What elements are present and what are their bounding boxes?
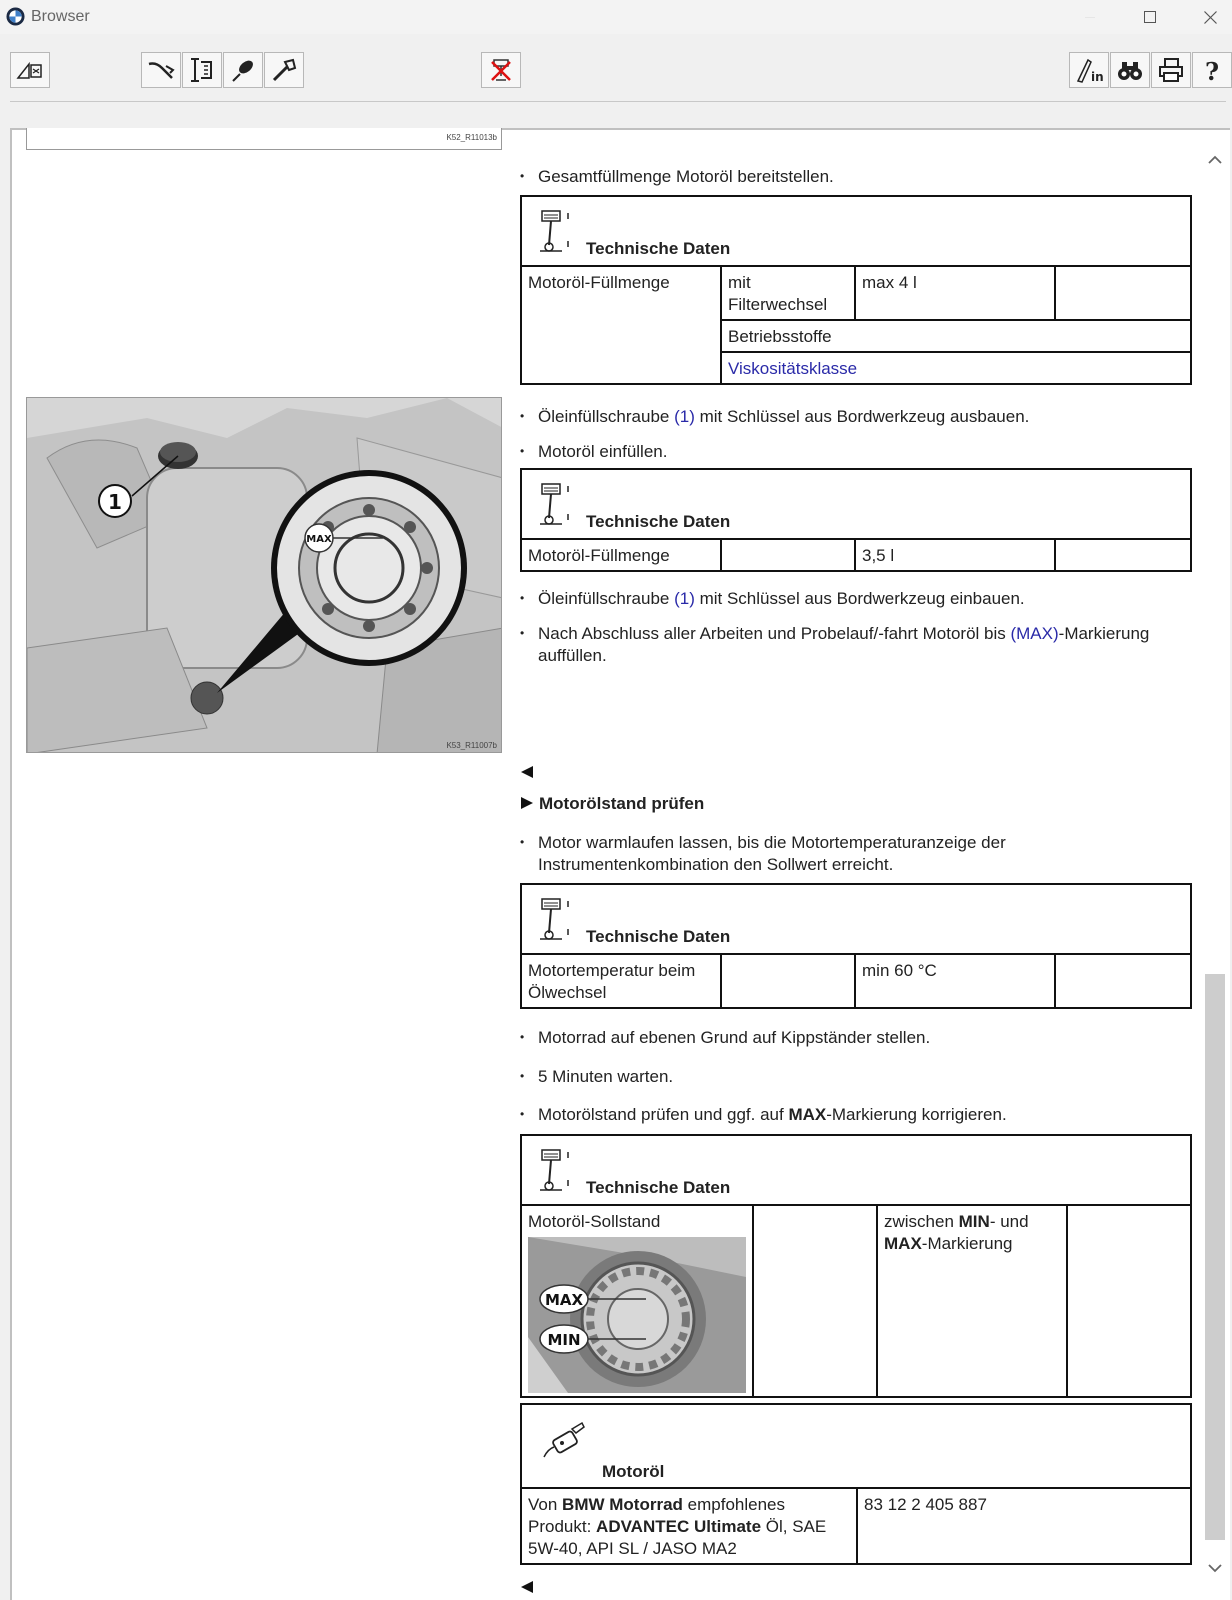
step-item	[520, 166, 1180, 188]
back-arrow-icon[interactable]	[519, 1580, 535, 1594]
cable-tool-button[interactable]	[141, 52, 181, 88]
scrollbar-thumb[interactable]	[1205, 974, 1225, 1540]
value-text-bold: MIN	[958, 1212, 990, 1231]
zoom-fit-button[interactable]	[10, 52, 50, 88]
step-text-part: Öleinfüllschraube	[538, 589, 675, 608]
data-empty-cell	[1067, 1205, 1191, 1397]
svg-text:in: in	[1091, 70, 1104, 84]
step-text-part: Öleinfüllschraube	[538, 407, 675, 426]
value-text-bold: MAX	[884, 1234, 922, 1253]
value-text-part: -Markierung	[921, 1234, 1013, 1253]
help-icon	[1197, 56, 1227, 84]
probe-icon	[228, 56, 258, 84]
reference-link[interactable]: (MAX)	[1010, 624, 1059, 643]
close-button[interactable]	[1180, 0, 1232, 34]
data-empty-cell	[1055, 539, 1191, 571]
data-row-cell: Betriebsstoffe	[721, 320, 1191, 352]
step-item	[520, 1066, 1180, 1088]
toolbar	[0, 38, 1232, 102]
data-label-cell: Motortemperatur beim Ölwechsel	[521, 954, 721, 1008]
toolbar-divider	[10, 101, 1226, 102]
data-label: Motoröl-Sollstand	[528, 1212, 661, 1231]
reference-link[interactable]: (1)	[674, 407, 695, 426]
step-text-bold: MAX	[788, 1105, 827, 1124]
viscosity-class-link[interactable]: Viskositätsklasse	[728, 359, 858, 378]
step-item	[520, 832, 1180, 876]
technical-data-table	[520, 883, 1192, 1009]
data-value-cell: min 60 °C	[855, 954, 1055, 1008]
figure-code: K53_R11007b	[446, 741, 497, 750]
data-empty-cell	[721, 539, 855, 571]
engine-oil-filler-figure	[26, 397, 502, 753]
minimize-button[interactable]	[1060, 0, 1120, 34]
scroll-down-arrow-icon[interactable]	[1206, 1558, 1224, 1578]
part-number-cell: 83 12 2 405 887	[857, 1488, 1191, 1564]
step-text	[520, 406, 1180, 428]
figure-top-strip	[26, 128, 502, 150]
cancel-marker-button[interactable]	[481, 52, 521, 88]
section-heading: Motorölstand prüfen	[539, 794, 705, 813]
max-mark-label: MAX	[544, 1291, 584, 1309]
product-description-cell	[521, 1488, 857, 1564]
data-value-cell: max 4 l	[855, 266, 1055, 320]
step-text-part: -Markierung auffüllen.	[538, 624, 1150, 665]
technical-data-header	[521, 1135, 1191, 1205]
operating-fluid-heading: Motoröl	[602, 1462, 665, 1481]
reference-link[interactable]: (1)	[674, 589, 695, 608]
step-item	[520, 588, 1180, 610]
value-text-part: zwischen	[884, 1212, 959, 1231]
oil-level-window-image	[528, 1237, 746, 1393]
piston-icon	[538, 207, 574, 255]
oil-can-icon	[538, 1419, 588, 1465]
step-text: • Motor warmlaufen lassen, bis die Motortemperaturanzeige der Instrumentenkombination den Sollwert erreicht.	[538, 833, 1006, 874]
printer-icon	[1156, 56, 1186, 84]
step-text: • Motorrad auf ebenen Grund auf Kippständer stellen.	[538, 1028, 931, 1047]
piston-icon	[538, 1146, 574, 1194]
help-button[interactable]	[1192, 52, 1232, 88]
bracket-icon	[187, 56, 217, 84]
technical-data-heading: Technische Daten	[586, 1178, 731, 1197]
wrench-tool-button[interactable]	[264, 52, 304, 88]
step-text: • 5 Minuten warten.	[538, 1067, 674, 1086]
step-text-part: Nach Abschluss aller Arbeiten und Probelauf/-fahrt Motoröl bis	[538, 624, 1011, 643]
pen-in-button[interactable]	[1069, 52, 1109, 88]
step-text-part: -Markierung korrigieren.	[826, 1105, 1007, 1124]
search-button[interactable]	[1110, 52, 1150, 88]
technical-data-header	[521, 884, 1191, 954]
maximize-icon	[1144, 11, 1156, 23]
pen-in-icon	[1074, 56, 1104, 84]
operating-fluid-table	[520, 1403, 1192, 1565]
zoom-fit-icon	[15, 56, 45, 84]
callout-max-label: MAX	[306, 534, 332, 545]
cable-icon	[146, 56, 176, 84]
data-value-cell: 3,5 l	[855, 539, 1055, 571]
engine-illustration	[27, 398, 502, 753]
desc-text-part: Von	[528, 1495, 563, 1514]
desc-text-part: Öl, SAE 5W-40, API SL / JASO MA2	[528, 1517, 827, 1558]
min-mark-label: MIN	[547, 1331, 581, 1349]
binoculars-icon	[1115, 56, 1145, 84]
step-text-part: Motorölstand prüfen und ggf. auf	[538, 1105, 789, 1124]
technical-data-heading: Technische Daten	[586, 239, 731, 258]
step-item	[520, 441, 1180, 463]
cancel-marker-icon	[486, 56, 516, 84]
figure-code: K52_R11013b	[446, 133, 497, 142]
technical-data-header	[521, 469, 1191, 539]
step-text	[520, 1104, 1180, 1126]
step-item	[520, 406, 1180, 428]
section-expand-arrow-icon[interactable]	[519, 796, 535, 810]
wrench-icon	[269, 56, 299, 84]
data-empty-cell	[1055, 954, 1191, 1008]
step-text-part: mit Schlüssel aus Bordwerkzeug einbauen.	[694, 589, 1025, 608]
window-title: Browser	[31, 8, 90, 25]
desc-text-bold: ADVANTEC Ultimate	[596, 1517, 762, 1536]
step-text: • Gesamtfüllmenge Motoröl bereitstellen.	[538, 167, 834, 186]
print-button[interactable]	[1151, 52, 1191, 88]
back-arrow-icon[interactable]	[519, 765, 535, 779]
operating-fluid-header	[521, 1404, 1191, 1488]
technical-data-header	[521, 196, 1191, 266]
bmw-logo-icon	[6, 7, 25, 26]
desc-text-part: empfohlenes Produkt:	[528, 1495, 785, 1536]
technical-data-table	[520, 195, 1192, 385]
technical-data-heading: Technische Daten	[586, 512, 731, 531]
technical-data-table	[520, 1134, 1192, 1398]
scroll-up-arrow-icon[interactable]	[1206, 150, 1224, 170]
bracket-tool-button[interactable]	[182, 52, 222, 88]
data-label-cell	[521, 1205, 753, 1397]
data-value-cell	[877, 1205, 1067, 1397]
data-empty-cell	[1055, 266, 1191, 320]
piston-icon	[538, 480, 574, 528]
step-item	[520, 1104, 1180, 1126]
technical-data-heading: Technische Daten	[586, 927, 731, 946]
data-empty-cell	[753, 1205, 877, 1397]
step-text: • Motoröl einfüllen.	[538, 442, 668, 461]
step-item	[520, 1027, 1180, 1049]
step-item	[520, 623, 1180, 667]
step-text-part: mit Schlüssel aus Bordwerkzeug ausbauen.	[694, 407, 1030, 426]
data-condition-cell: mit Filterwechsel	[721, 266, 855, 320]
maximize-button[interactable]	[1120, 0, 1180, 34]
data-label-cell: Motoröl-Füllmenge	[521, 539, 721, 571]
callout-1-label: 1	[108, 490, 122, 514]
data-row-cell	[721, 352, 1191, 384]
close-icon	[1204, 11, 1217, 24]
probe-tool-button[interactable]	[223, 52, 263, 88]
svg-text:?: ?	[1205, 57, 1220, 84]
technical-data-table	[520, 468, 1192, 572]
data-empty-cell	[721, 954, 855, 1008]
value-text-part: - und	[989, 1212, 1029, 1231]
step-text	[520, 588, 1180, 610]
piston-icon	[538, 895, 574, 943]
title-bar	[0, 0, 1232, 34]
data-label-cell: Motoröl-Füllmenge	[521, 266, 721, 384]
step-text	[520, 623, 1180, 667]
desc-text-bold: BMW Motorrad	[562, 1495, 683, 1514]
